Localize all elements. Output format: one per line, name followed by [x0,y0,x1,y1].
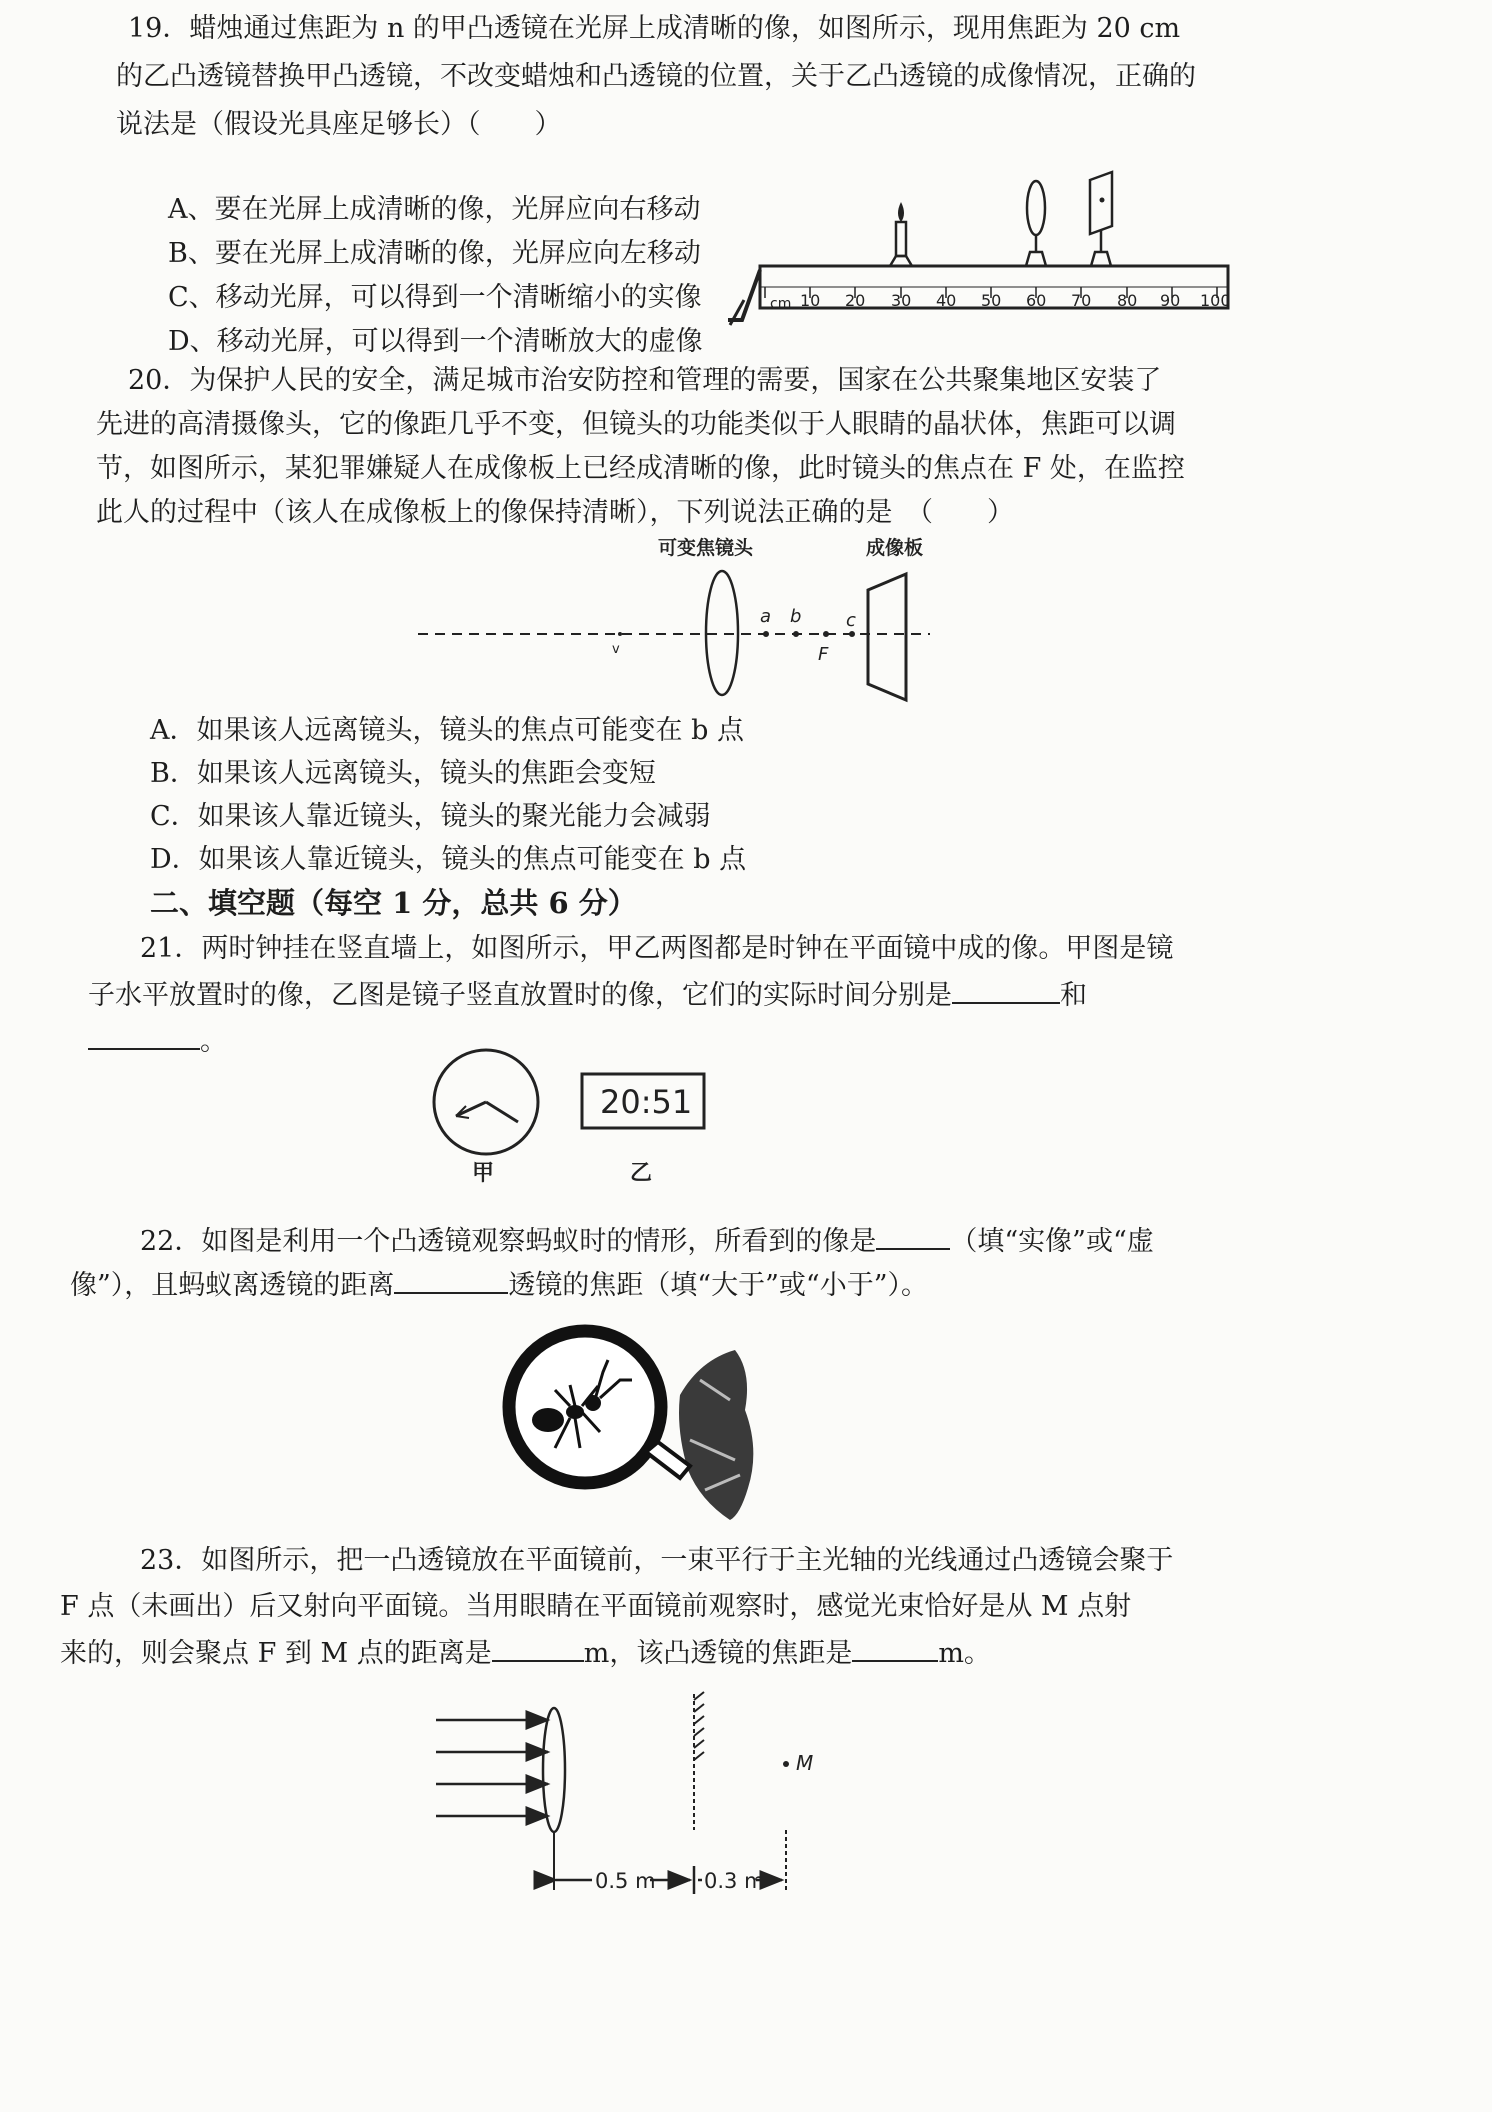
point-b-label: b [790,606,802,627]
ruler-tick-100: 100 [1200,291,1231,310]
q19-line-2: 的乙凸透镜替换甲凸透镜，不改变蜡烛和凸透镜的位置，关于乙凸透镜的成像情况，正确的 [116,61,1196,92]
ruler-tick-90: 90 [1160,291,1181,310]
q20-line-1: 20．为保护人民的安全，满足城市治安防控和管理的需要，国家在公共聚集地区安装了 [128,365,1162,396]
q19-option-d: D、移动光屏，可以得到一个清晰放大的虚像 [168,326,703,357]
q19-line-1: 19．蜡烛通过焦距为 n 的甲凸透镜在光屏上成清晰的像，如图所示，现用焦距为 20 cm [128,13,1181,44]
point-v-label: v [612,642,620,657]
q21-line-3-end: 。 [200,1026,227,1057]
q22-line-1-end: （填“实像”或“虚 [950,1226,1154,1257]
q20-option-b: B．如果该人远离镜头，镜头的焦距会变短 [150,758,656,789]
q23-line-3-text: 来的，则会聚点 F 到 M 点的距离是 [60,1638,492,1669]
plane-mirror [694,1692,704,1830]
distance-label-2: 0.3 m [704,1869,765,1893]
parallel-light-rays [436,1720,548,1816]
q19-option-a: A、要在光屏上成清晰的像，光屏应向右移动 [168,194,701,225]
ruler-tick-50: 50 [981,291,1002,310]
q21-line-1: 21．两时钟挂在竖直墙上，如图所示，甲乙两图都是时钟在平面镜中成的像。甲图是镜 [140,933,1174,964]
ruler-unit: cm [770,296,792,312]
q21-line-2-and: 和 [1060,980,1087,1011]
ruler-tick-70: 70 [1071,291,1092,310]
board-label: 成像板 [866,537,924,559]
q20-line-3: 节，如图所示，某犯罪嫌疑人在成像板上已经成清晰的像，此时镜头的焦点在 F 处，在监控 [96,453,1185,484]
q19-option-c: C、移动光屏，可以得到一个清晰缩小的实像 [168,282,702,313]
q23-line-3-mid: m，该凸透镜的焦距是 [583,1638,853,1669]
q19-line-3: 说法是（假设光具座足够长）（ ） [116,109,562,140]
q20-line-2: 先进的高清摄像头，它的像距几乎不变，但镜头的功能类似于人眼睛的晶状体，焦距可以调 [96,409,1176,440]
q22-line-2-text: 像”），且蚂蚁离透镜的距离 [70,1270,395,1301]
ruler-tick-20: 20 [845,291,866,310]
point-m-label: M [796,1751,814,1775]
distance-label-1: 0.5 m [595,1869,656,1893]
point-c-label: c [846,610,856,631]
q20-option-c: C．如果该人靠近镜头，镜头的聚光能力会减弱 [150,801,711,832]
q22-line-2-end: 透镜的焦距（填“大于”或“小于”）。 [508,1270,929,1301]
ruler-tick-80: 80 [1117,291,1138,310]
convex-lens-q23 [543,1708,565,1832]
ruler-tick-10: 10 [800,291,821,310]
digital-clock-display: 20:51 [600,1083,693,1121]
q23-line-3-end: m。 [938,1638,991,1669]
q22-line-1-text: 22．如图是利用一个凸透镜观察蚂蚁时的情形，所看到的像是 [140,1226,877,1257]
q20-option-d: D．如果该人靠近镜头，镜头的焦点可能变在 b 点 [150,844,747,875]
q20-option-a: A．如果该人远离镜头，镜头的焦点可能变在 b 点 [150,715,744,746]
q21-line-2-text: 子水平放置时的像，乙图是镜子竖直放置时的像，它们的实际时间分别是 [88,980,952,1011]
label-yi: 乙 [630,1161,653,1186]
point-m [783,1761,789,1767]
label-jia: 甲 [472,1161,495,1186]
section-heading: 二、填空题（每空 1 分，总共 6 分） [150,886,637,920]
q20-line-4: 此人的过程中（该人在成像板上的像保持清晰），下列说法正确的是 （ ） [96,497,1014,528]
ruler-tick-30: 30 [891,291,912,310]
point-f-label: F [818,644,829,665]
lens-label: 可变焦镜头 [658,537,754,559]
q23-line-2: F 点（未画出）后又射向平面镜。当用眼睛在平面镜前观察时，感觉光束恰好是从 M 点射 [60,1591,1132,1622]
ruler-tick-40: 40 [936,291,957,310]
ruler-tick-60: 60 [1026,291,1047,310]
q23-line-1: 23．如图所示，把一凸透镜放在平面镜前，一束平行于主光轴的光线通过凸透镜会聚于 [140,1545,1174,1576]
point-a-label: a [760,606,772,627]
q19-option-b: B、要在光屏上成清晰的像，光屏应向左移动 [168,238,701,269]
